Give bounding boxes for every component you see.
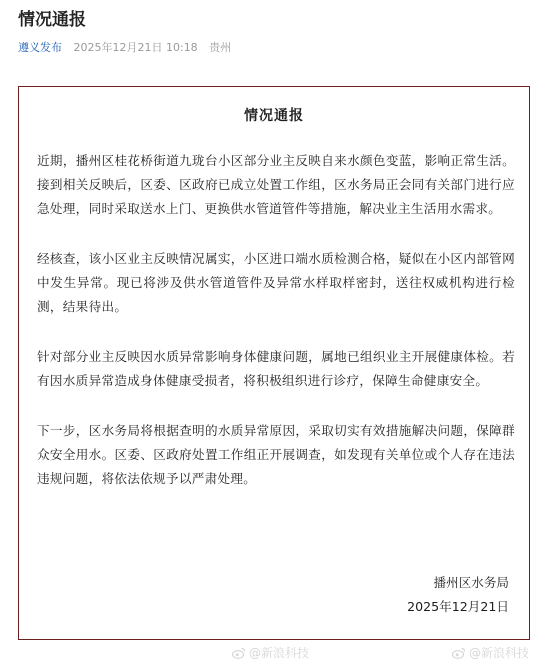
- weibo-icon: [232, 647, 246, 659]
- notice-body: [37, 149, 515, 517]
- notice-signature: [407, 571, 509, 619]
- watermark: [452, 643, 529, 663]
- weibo-icon: [452, 647, 466, 659]
- article-header: [18, 8, 532, 56]
- signature-date: 2025年12月21日: [407, 599, 509, 614]
- article-meta: [18, 40, 532, 56]
- watermark-text: @新浪科技: [249, 646, 310, 660]
- publish-time: 2025年12月21日 10:18: [73, 41, 198, 54]
- page-title: 情况通报: [18, 10, 86, 30]
- notice-paragraph: 针对部分业主反映因水质异常影响身体健康问题，属地已组织业主开展健康体检。若有因水质异常造成身体健康受损者，将积极组织进行诊疗，保障生命健康安全。: [37, 349, 515, 388]
- notice-title: 情况通报: [244, 108, 304, 124]
- notice-paragraph: 近期，播州区桂花桥街道九珑台小区部分业主反映自来水颜色变蓝，影响正常生活。接到相关反映后，区委、区政府已成立处置工作组，区水务局正会同有关部门进行应急处理，同时采取送水上门、更换供水管道管件等措施，解决业主生活用水需求。: [37, 153, 515, 216]
- notice-paragraph: 经核查，该小区业主反映情况属实，小区进口端水质检测合格，疑似在小区内部管网中发生异常。现已将涉及供水管道管件及异常水样取样密封，送往权威机构进行检测，结果待出。: [37, 251, 515, 314]
- notice-paragraph: 下一步，区水务局将根据查明的水质异常原因，采取切实有效措施解决问题，保障群众安全用水。区委、区政府处置工作组正开展调查，如发现有关单位或个人存在违法违规问题，将依法依规予以严肃处理。: [37, 423, 515, 486]
- watermark-row: [0, 643, 550, 663]
- publisher-link[interactable]: 遵义发布: [18, 41, 62, 54]
- publish-location: 贵州: [209, 41, 232, 54]
- watermark-text: @新浪科技: [469, 646, 530, 660]
- signature-org: 播州区水务局: [433, 575, 509, 590]
- notice-image: [18, 86, 530, 640]
- watermark: [232, 643, 309, 663]
